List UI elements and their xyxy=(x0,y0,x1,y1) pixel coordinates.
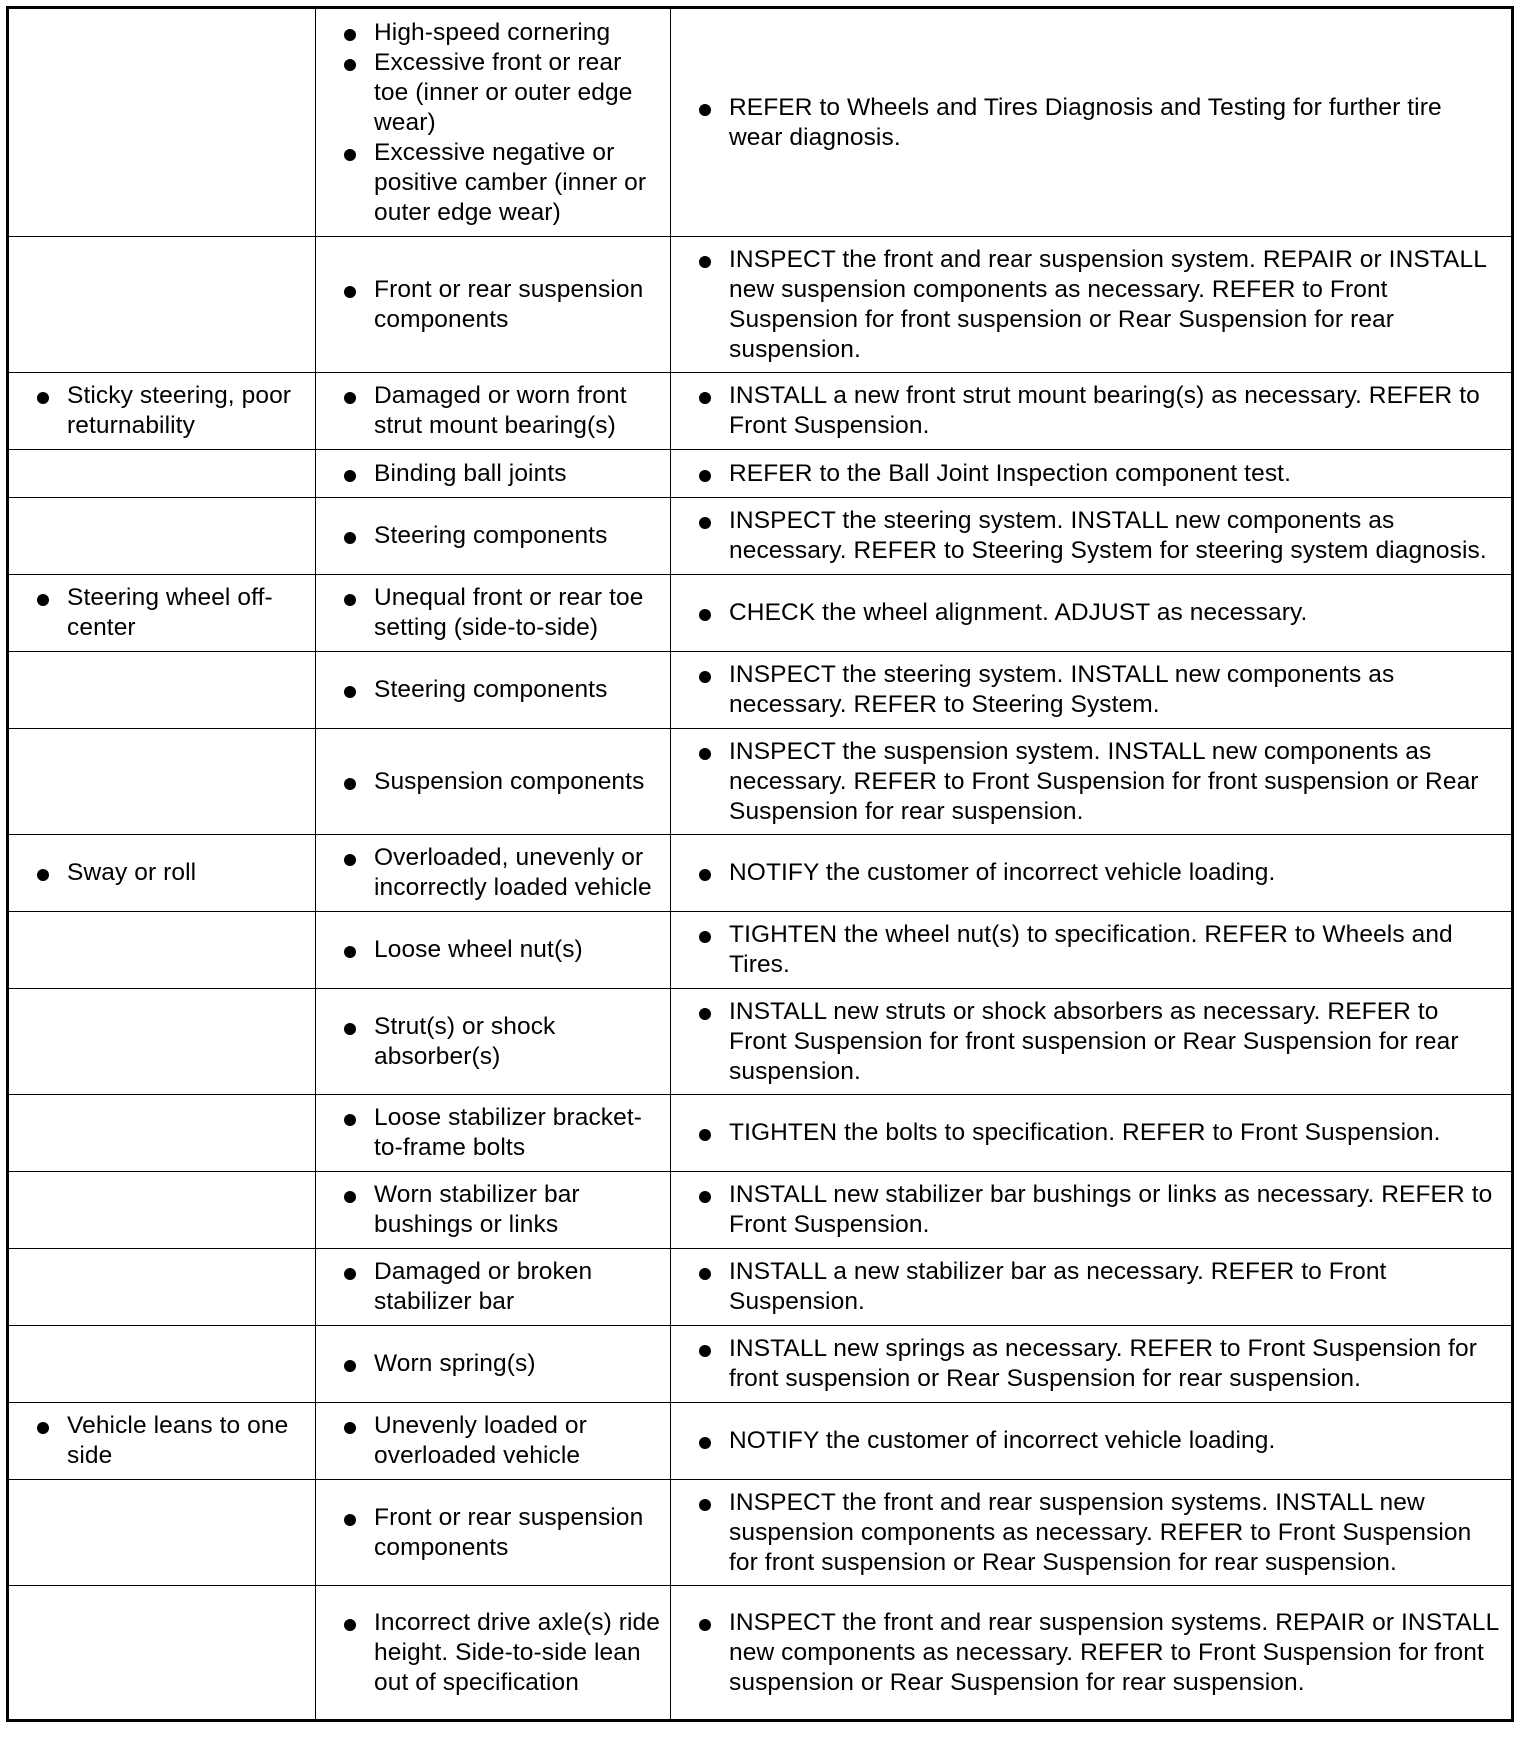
action-cell xyxy=(671,1172,1513,1249)
source-cell xyxy=(316,1326,671,1403)
source-cell xyxy=(316,498,671,575)
bullet-list xyxy=(9,1404,315,1478)
bullet-list xyxy=(316,836,670,910)
condition-cell xyxy=(8,1172,316,1249)
table-row xyxy=(8,1586,1513,1721)
bullet-item: REFER to the Ball Joint Inspection component test. xyxy=(729,459,1501,489)
source-cell xyxy=(316,652,671,729)
table-row xyxy=(8,1249,1513,1326)
condition-cell xyxy=(8,498,316,575)
bullet-list xyxy=(316,1173,670,1247)
table-row xyxy=(8,498,1513,575)
bullet-list xyxy=(9,374,315,448)
condition-cell xyxy=(8,835,316,912)
bullet-list xyxy=(671,452,1511,496)
condition-cell xyxy=(8,729,316,835)
bullet-item: Front or rear suspension components xyxy=(374,275,662,335)
bullet-list xyxy=(316,514,670,558)
table-row xyxy=(8,1172,1513,1249)
condition-cell xyxy=(8,1249,316,1326)
bullet-list xyxy=(316,1005,670,1079)
condition-cell xyxy=(8,1480,316,1586)
bullet-item: Unequal front or rear toe setting (side-to-side) xyxy=(374,583,662,643)
source-cell xyxy=(316,912,671,989)
bullet-list xyxy=(671,730,1511,834)
bullet-list xyxy=(316,576,670,650)
bullet-list xyxy=(671,238,1511,372)
condition-cell xyxy=(8,1326,316,1403)
bullet-list xyxy=(316,1096,670,1170)
bullet-item: Steering wheel off-center xyxy=(67,583,307,643)
bullet-item: INSPECT the steering system. INSTALL new components as necessary. REFER to Steering System. xyxy=(729,660,1501,720)
bullet-list xyxy=(316,11,670,235)
action-cell xyxy=(671,1095,1513,1172)
bullet-list xyxy=(671,653,1511,727)
condition-cell xyxy=(8,989,316,1095)
source-cell xyxy=(316,835,671,912)
action-cell xyxy=(671,237,1513,373)
source-cell xyxy=(316,237,671,373)
bullet-list xyxy=(316,760,670,804)
action-cell xyxy=(671,498,1513,575)
condition-cell xyxy=(8,652,316,729)
condition-cell xyxy=(8,575,316,652)
bullet-item: NOTIFY the customer of incorrect vehicle loading. xyxy=(729,858,1501,888)
bullet-list xyxy=(316,928,670,972)
bullet-item: Damaged or worn front strut mount bearing(s) xyxy=(374,381,662,441)
source-cell xyxy=(316,1095,671,1172)
bullet-item: Loose stabilizer bracket-to-frame bolts xyxy=(374,1103,662,1163)
action-cell xyxy=(671,1586,1513,1721)
table-row xyxy=(8,1095,1513,1172)
action-cell xyxy=(671,575,1513,652)
bullet-item: Overloaded, unevenly or incorrectly loaded vehicle xyxy=(374,843,662,903)
action-cell xyxy=(671,373,1513,450)
diagnosis-table-body xyxy=(8,8,1513,1721)
bullet-item: INSTALL a new stabilizer bar as necessary. REFER to Front Suspension. xyxy=(729,1257,1501,1317)
bullet-item: Worn stabilizer bar bushings or links xyxy=(374,1180,662,1240)
bullet-list xyxy=(671,86,1511,160)
bullet-list xyxy=(671,1111,1511,1155)
bullet-list xyxy=(671,990,1511,1094)
bullet-item: INSPECT the steering system. INSTALL new components as necessary. REFER to Steering System for steering system diagnosis. xyxy=(729,506,1501,566)
source-cell xyxy=(316,729,671,835)
bullet-item: INSPECT the front and rear suspension system. REPAIR or INSTALL new suspension components as necessary. REFER to Front Suspension for front suspension or Rear Suspension for rear suspension. xyxy=(729,245,1501,365)
action-cell xyxy=(671,450,1513,498)
bullet-item: Worn spring(s) xyxy=(374,1349,662,1379)
bullet-item: INSTALL new struts or shock absorbers as necessary. REFER to Front Suspension for front suspension or Rear Suspension for rear suspension. xyxy=(729,997,1501,1087)
bullet-list xyxy=(9,851,315,895)
bullet-item: Strut(s) or shock absorber(s) xyxy=(374,1012,662,1072)
bullet-list xyxy=(671,1173,1511,1247)
table-row xyxy=(8,237,1513,373)
bullet-item: Suspension components xyxy=(374,767,662,797)
source-cell xyxy=(316,1480,671,1586)
action-cell xyxy=(671,1326,1513,1403)
bullet-list xyxy=(671,851,1511,895)
bullet-list xyxy=(316,1404,670,1478)
table-row xyxy=(8,835,1513,912)
bullet-list xyxy=(671,1419,1511,1463)
bullet-list xyxy=(316,1601,670,1705)
action-cell xyxy=(671,989,1513,1095)
diagnosis-table xyxy=(6,6,1514,1722)
bullet-item: Sway or roll xyxy=(67,858,307,888)
table-row xyxy=(8,989,1513,1095)
bullet-item: REFER to Wheels and Tires Diagnosis and Testing for further tire wear diagnosis. xyxy=(729,93,1501,153)
table-row xyxy=(8,373,1513,450)
source-cell xyxy=(316,575,671,652)
table-row xyxy=(8,1480,1513,1586)
bullet-item: Loose wheel nut(s) xyxy=(374,935,662,965)
bullet-item: INSTALL new stabilizer bar bushings or links as necessary. REFER to Front Suspension. xyxy=(729,1180,1501,1240)
source-cell xyxy=(316,1403,671,1480)
condition-cell xyxy=(8,450,316,498)
bullet-list xyxy=(9,576,315,650)
action-cell xyxy=(671,652,1513,729)
source-cell xyxy=(316,373,671,450)
source-cell xyxy=(316,1249,671,1326)
bullet-item: Excessive negative or positive camber (inner or outer edge wear) xyxy=(374,138,662,228)
bullet-list xyxy=(671,1250,1511,1324)
bullet-item: Steering components xyxy=(374,521,662,551)
bullet-item: Front or rear suspension components xyxy=(374,1503,662,1563)
table-row xyxy=(8,912,1513,989)
condition-cell xyxy=(8,1095,316,1172)
bullet-item: High-speed cornering xyxy=(374,18,662,48)
bullet-list xyxy=(316,268,670,342)
bullet-list xyxy=(671,591,1511,635)
bullet-item: INSPECT the front and rear suspension systems. REPAIR or INSTALL new components as necessary. REFER to Front Suspension for front suspension or Rear Suspension for rear suspension. xyxy=(729,1608,1501,1698)
table-row xyxy=(8,1326,1513,1403)
bullet-item: INSTALL a new front strut mount bearing(s) as necessary. REFER to Front Suspension. xyxy=(729,381,1501,441)
condition-cell xyxy=(8,912,316,989)
source-cell xyxy=(316,989,671,1095)
action-cell xyxy=(671,912,1513,989)
bullet-list xyxy=(671,1327,1511,1401)
bullet-item: NOTIFY the customer of incorrect vehicle loading. xyxy=(729,1426,1501,1456)
action-cell xyxy=(671,1480,1513,1586)
bullet-list xyxy=(316,1496,670,1570)
bullet-list xyxy=(316,374,670,448)
table-row xyxy=(8,729,1513,835)
condition-cell xyxy=(8,1403,316,1480)
action-cell xyxy=(671,729,1513,835)
bullet-list xyxy=(671,1481,1511,1585)
bullet-item: INSPECT the suspension system. INSTALL new components as necessary. REFER to Front Suspension for front suspension or Rear Suspension for rear suspension. xyxy=(729,737,1501,827)
action-cell xyxy=(671,835,1513,912)
table-row xyxy=(8,450,1513,498)
bullet-item: INSPECT the front and rear suspension systems. INSTALL new suspension components as necessary. REFER to Front Suspension for front suspension or Rear Suspension for rear suspension. xyxy=(729,1488,1501,1578)
condition-cell xyxy=(8,8,316,237)
table-row xyxy=(8,1403,1513,1480)
bullet-list xyxy=(316,452,670,496)
bullet-item: Binding ball joints xyxy=(374,459,662,489)
source-cell xyxy=(316,8,671,237)
bullet-list xyxy=(671,499,1511,573)
bullet-item: Excessive front or rear toe (inner or outer edge wear) xyxy=(374,48,662,138)
bullet-list xyxy=(671,374,1511,448)
bullet-list xyxy=(671,1601,1511,1705)
action-cell xyxy=(671,8,1513,237)
bullet-item: TIGHTEN the bolts to specification. REFER to Front Suspension. xyxy=(729,1118,1501,1148)
action-cell xyxy=(671,1249,1513,1326)
table-row xyxy=(8,8,1513,237)
bullet-item: TIGHTEN the wheel nut(s) to specification. REFER to Wheels and Tires. xyxy=(729,920,1501,980)
bullet-item: INSTALL new springs as necessary. REFER to Front Suspension for front suspension or Rear Suspension for rear suspension. xyxy=(729,1334,1501,1394)
bullet-list xyxy=(316,1250,670,1324)
condition-cell xyxy=(8,237,316,373)
bullet-item: Incorrect drive axle(s) ride height. Side-to-side lean out of specification xyxy=(374,1608,660,1696)
source-cell xyxy=(316,1172,671,1249)
bullet-item: Unevenly loaded or overloaded vehicle xyxy=(374,1411,662,1471)
bullet-item: Sticky steering, poor returnability xyxy=(67,381,307,441)
action-cell xyxy=(671,1403,1513,1480)
bullet-list xyxy=(671,913,1511,987)
bullet-item: Damaged or broken stabilizer bar xyxy=(374,1257,662,1317)
condition-cell xyxy=(8,1586,316,1721)
table-row xyxy=(8,652,1513,729)
bullet-item: Vehicle leans to one side xyxy=(67,1411,307,1471)
condition-cell xyxy=(8,373,316,450)
source-cell xyxy=(316,1586,671,1721)
bullet-list xyxy=(316,1342,670,1386)
bullet-item: CHECK the wheel alignment. ADJUST as necessary. xyxy=(729,598,1501,628)
table-row xyxy=(8,575,1513,652)
source-cell xyxy=(316,450,671,498)
bullet-item: Steering components xyxy=(374,675,662,705)
bullet-list xyxy=(316,668,670,712)
